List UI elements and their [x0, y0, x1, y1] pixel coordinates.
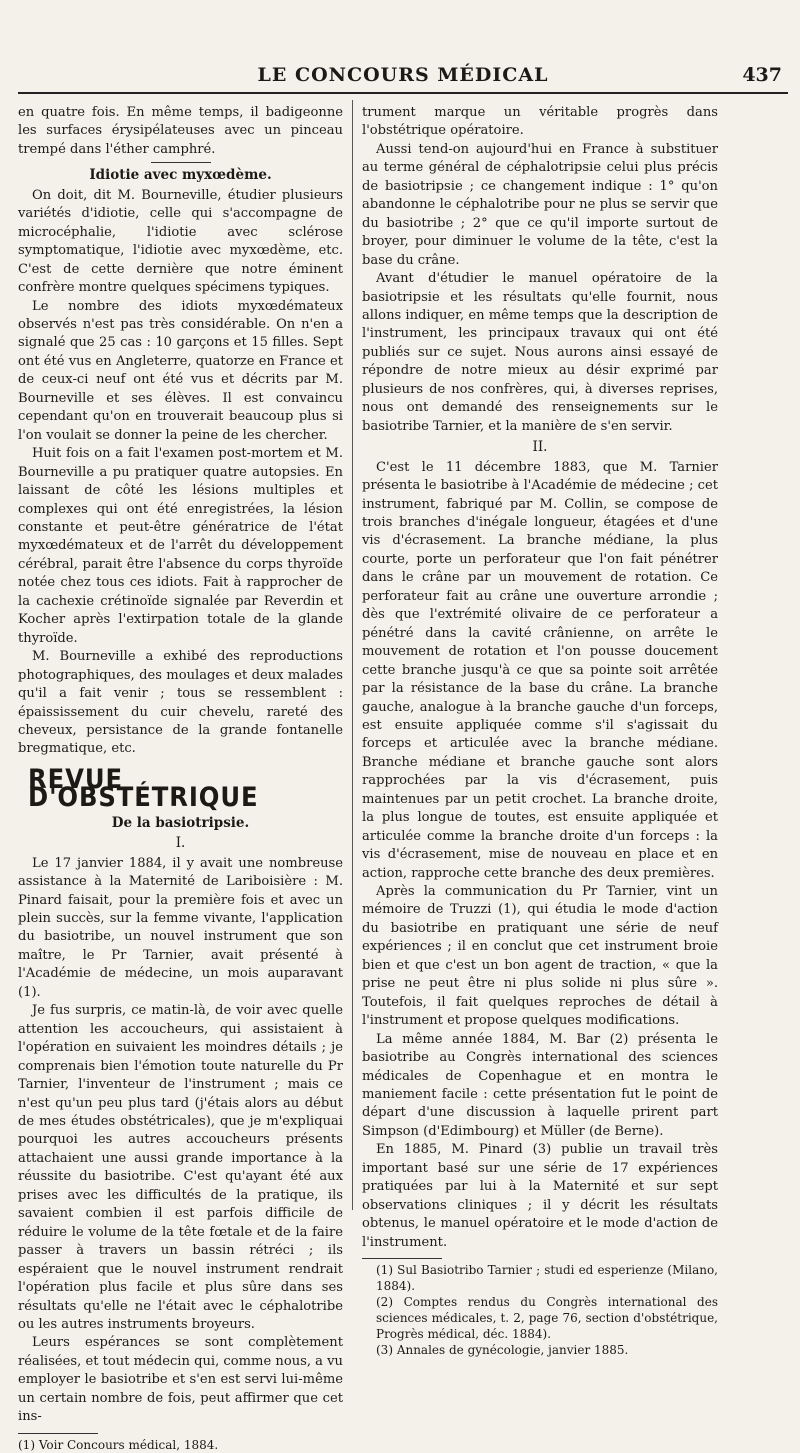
- section-number: II.: [532, 439, 548, 456]
- paragraph: Leurs espérances se sont complètement réalisées, et tout médecin qui, comme nous, a vu employer le basiotribe et s'en est servi lui-même un certain nombre de fois, peut affirmer que cet ins-: [18, 1335, 343, 1425]
- footnote-rule: [18, 1433, 98, 1434]
- paragraph: Je fus surpris, ce matin-là, de voir avec quelle attention les accoucheurs, qui assistaient à l'opération en suivaient les moindres détails ; je comprenais bien l'émotion toute naturelle du Pr Tarnier, l'inventeur de l'instrument ; mais ce n'est qu'un peu plus tard (j'étais alors au début de mes études obstétricales), que je m'expliquai pourquoi les autres accoucheurs présents attachaient une aussi grande importance à la réussite du basiotribe. C'est qu'ayant été aux prises avec les difficultés de la pratique, ils savaient combien il est parfois difficile de réduire le volume de la tête fœtale et de la faire passer à travers un bassin rétréci ; ils espéraient que le nouvel instrument rendrait l'opération plus facile et plus sûre dans ses résultats qu'elle ne l'était avec le céphalotribe ou les autres instruments broyeurs.: [18, 1003, 343, 1332]
- paragraph: Huit fois on a fait l'examen post-mortem et M. Bourneville a pu pratiquer quatre autopsies. En laissant de côté les lésions multiples et complexes qui ont été enregistrées, la lésion constante et peut-être génératrice de l'état myxœdémateux et de l'arrêt du développement cérébral, parait être l'absence du corps thyroïde notée chez tous ces idiots. Fait à rapprocher de la cachexie crétinoïde signalée par Reverdin et Kocher après l'extirpation totale de la glande thyroïde.: [18, 446, 343, 646]
- paragraph: Aussi tend-on aujourd'hui en France à substituer au terme général de céphalotripsie celui plus précis de basiotripsie ; ce changement indique : 1° qu'on abandonne le céphalotribe pour ne plus se servir que du basiotribe ; 2° que ce qu'il importe surtout de broyer, pour diminuer le volume de la tête, c'est la base du crâne.: [362, 141, 718, 268]
- paragraph: Le 17 janvier 1884, il y avait une nombreuse assistance à la Maternité de Lariboisière : M. Pinard faisait, pour la première fois et avec un plein succès, sur la femme vivante, l'application du basiotribe, un nouvel instrument que son maître, le Pr Tarnier, avait présenté à l'Académie de médecine, un mois auparavant (1).: [18, 855, 343, 1000]
- running-title: LE CONCOURS MÉDICAL: [257, 64, 549, 86]
- footnote-rule: [362, 1258, 442, 1259]
- left-column: [18, 104, 343, 1453]
- paragraph: Le nombre des idiots myxœdémateux observés n'est pas très considérable. On n'en a signalé que 25 cas : 10 garçons et 15 filles. Sept ont été vus en Angleterre, quatorze en France et de ceux-ci neuf ont été vus et décrits par M. Bourneville et ses élèves. Il est convaincu cependant qu'on en trouverait beaucoup plus si l'on voulait se donner la peine de les chercher.: [18, 298, 343, 443]
- paragraph: En 1885, M. Pinard (3) publie un travail très important basé sur une série de 17 expériences pratiquées par lui à la Maternité et sur sept observations cliniques ; il y décrit les résultats obtenus, le manuel opératoire et le mode d'action de l'instrument.: [362, 1142, 718, 1250]
- page-header: [18, 64, 788, 94]
- subheading: Idiotie avec myxœdème.: [89, 167, 272, 184]
- paragraph: La même année 1884, M. Bar (2) présenta le basiotribe au Congrès international des sciences médicales de Copenhague et en montra le maniement facile : cette présentation fut le point de départ d'une discussion à laquelle prirent part Simpson (d'Edimbourg) et Müller (de Berne).: [362, 1031, 718, 1139]
- paragraph: en quatre fois. En même temps, il badigeonne les surfaces érysipélateuses avec un pinceau trempé dans l'éther camphré.: [18, 105, 343, 157]
- right-column: [362, 104, 718, 1358]
- paragraph: M. Bourneville a exhibé des reproductions photographiques, des moulages et deux malades qu'il a fait venir ; tous se ressemblent : épaississement du cuir chevelu, rareté des cheveux, persistance de la grande fontanelle bregmatique, etc.: [18, 649, 343, 757]
- paragraph: trument marque un véritable progrès dans l'obstétrique opératoire.: [362, 105, 718, 139]
- paragraph: C'est le 11 décembre 1883, que M. Tarnier présenta le basiotribe à l'Académie de médecine ; cet instrument, fabriqué par M. Collin, se compose de trois branches d'inégale longueur, étagées et d'une vis d'écrasement. La branche médiane, la plus courte, porte un perforateur que l'on fait pénétrer dans le crâne par un mouvement de rotation. Ce perforateur fait au crâne une ouverture arrondie ; dès que l'extrémité olivaire de ce perforateur a pénétré dans la cavité crânienne, on arrête le mouvement de rotation et l'on pousse doucement cette branche jusqu'à ce que sa pointe soit arrêtée par la résistance de la base du crâne. La branche gauche, analogue à la branche gauche d'un forceps, est ensuite appliquée comme s'il s'agissait du forceps et articulée avec la branche médiane. Branche médiane et branche gauche sont alors rapprochées par la vis d'écrasement, puis maintenues par un petit crochet. La branche droite, la plus longue de toutes, est ensuite appliquée et articulée comme la branche droite d'un forceps : la vis d'écrasement, mise de nouveau en place et en action, rapproche cette branche des deux premières.: [362, 459, 718, 881]
- paragraph: Après la communication du Pr Tarnier, vint un mémoire de Truzzi (1), qui étudia le mode d'action du basiotribe en pratiquant une série de neuf expériences ; il en conclut que cet instrument broie bien et que c'est un bon agent de traction, « que la prise ne peut être ni plus solide ni plus sûre ». Toutefois, il fait quelques reproches de détail à l'instrument et propose quelques modifications.: [362, 884, 718, 1029]
- footnote: (3) Annales de gynécologie, janvier 1885.: [376, 1343, 629, 1358]
- footnote: (2) Comptes rendus du Congrès international des sciences médicales, t. 2, page 76, section d'obstétrique, Progrès médical, déc. 1884).: [376, 1295, 718, 1342]
- subheading: De la basiotripsie.: [111, 814, 250, 831]
- column-divider: [352, 100, 353, 1210]
- footnote: (1) Sul Basiotribo Tarnier ; studi ed esperienze (Milano, 1884).: [376, 1263, 718, 1294]
- paragraph: Avant d'étudier le manuel opératoire de la basiotripsie et les résultats qu'elle fournit, nous allons indiquer, en même temps que la description de l'instrument, les principaux travaux qui ont été publiés sur ce sujet. Nous aurons ainsi essayé de répondre de notre mieux au désir exprimé par plusieurs de nos confrères, qui, à diverses reprises, nous ont demandé des renseignements sur le basiotribe Tarnier, et la manière de s'en servir.: [362, 271, 718, 434]
- section-number: I.: [175, 835, 186, 852]
- footnote: (1) Voir Concours médical, 1884.: [18, 1437, 219, 1452]
- paragraph: On doit, dit M. Bourneville, étudier plusieurs variétés d'idiotie, celle qui s'accompagne de microcéphalie, l'idiotie avec sclérose symptomatique, l'idiotie avec myxœdème, etc. C'est de cette dernière que notre éminent confrère montre quelques spécimens typiques.: [18, 187, 343, 296]
- section-rule: [151, 162, 211, 163]
- section-title: REVUE D'OBSTÉTRIQUE: [28, 763, 259, 814]
- page-number: 437: [742, 64, 782, 86]
